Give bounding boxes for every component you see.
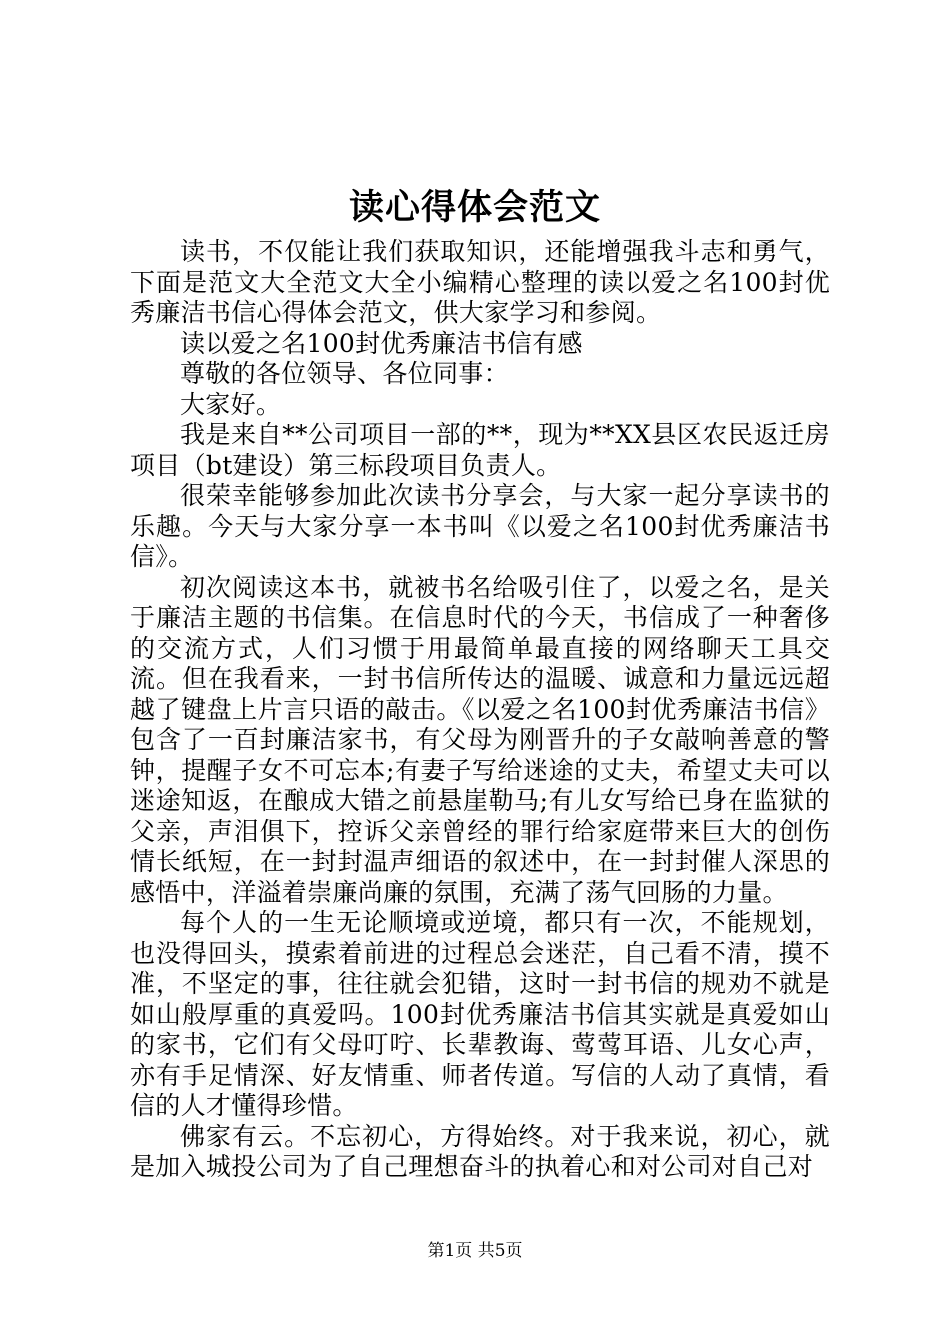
paragraph-greeting: 大家好。 [180,389,282,419]
page-number-label: 第1页 共5页 [427,1241,523,1261]
paragraph-self-intro: 我是来自**公司项目一部的**，现为**XX县区农民返迁房项目（bt建设）第三标段项目负责人。 [130,420,830,480]
document-title: 读心得体会范文 [348,187,601,228]
paragraph-book-intro: 很荣幸能够参加此次读书分享会，与大家一起分享读书的乐趣。今天与大家分享一本书叫《以爱之名100封优秀廉洁书信》。 [130,481,830,571]
paragraph-first-reading: 初次阅读这本书，就被书名给吸引住了，以爱之名，是关于廉洁主题的书信集。在信息时代的今天，书信成了一种奢侈的交流方式，人们习惯于用最简单最直接的网络聊天工具交流。但在我看来，一封书信所传达的温暖、诚意和力量远远超越了键盘上片言只语的敲击。《以爱之名100封优秀廉洁书信》包含了一百封廉洁家书，有父母为刚晋升的子女敲响善意的警钟，提醒子女不可忘本;有妻子写给迷途的丈夫，希望丈夫可以迷途知返，在酿成大错之前悬崖勒马;有儿女写给已身在监狱的父亲，声泪俱下，控诉父亲曾经的罪行给家庭带来巨大的创伤情长纸短，在一封封温声细语的叙述中，在一封封催人深思的感悟中，洋溢着崇廉尚廉的氛围，充满了荡气回肠的力量。 [130,572,830,907]
paragraph-salutation: 尊敬的各位领导、各位同事： [180,359,509,388]
paragraph-life-reflection: 每个人的一生无论顺境或逆境，都只有一次，不能规划，也没得回头，摸索着前进的过程总会迷茫，自己看不清，摸不准，不坚定的事，往往就会犯错，这时一封书信的规劝不就是如山般厚重的真爱吗。100封优秀廉洁书信其实就是真爱如山的家书，它们有父母叮咛、长辈教诲、莺莺耳语、儿女心声，亦有手足情深、好友情重、师者传道。写信的人动了真情，看信的人才懂得珍惜。 [130,908,830,1120]
paragraph-intro: 读书，不仅能让我们获取知识，还能增强我斗志和勇气，下面是范文大全范文大全小编精心整理的读以爱之名100封优秀廉洁书信心得体会范文，供大家学习和参阅。 [130,237,830,327]
page-footer [0,1240,950,1262]
document-body [130,237,830,1183]
paragraph-original-intention: 佛家有云。不忘初心，方得始终。对于我来说，初心，就是加入城投公司为了自己理想奋斗的执着心和对公司对自己对 [130,1121,830,1181]
paragraph-heading: 读以爱之名100封优秀廉洁书信有感 [180,328,583,358]
